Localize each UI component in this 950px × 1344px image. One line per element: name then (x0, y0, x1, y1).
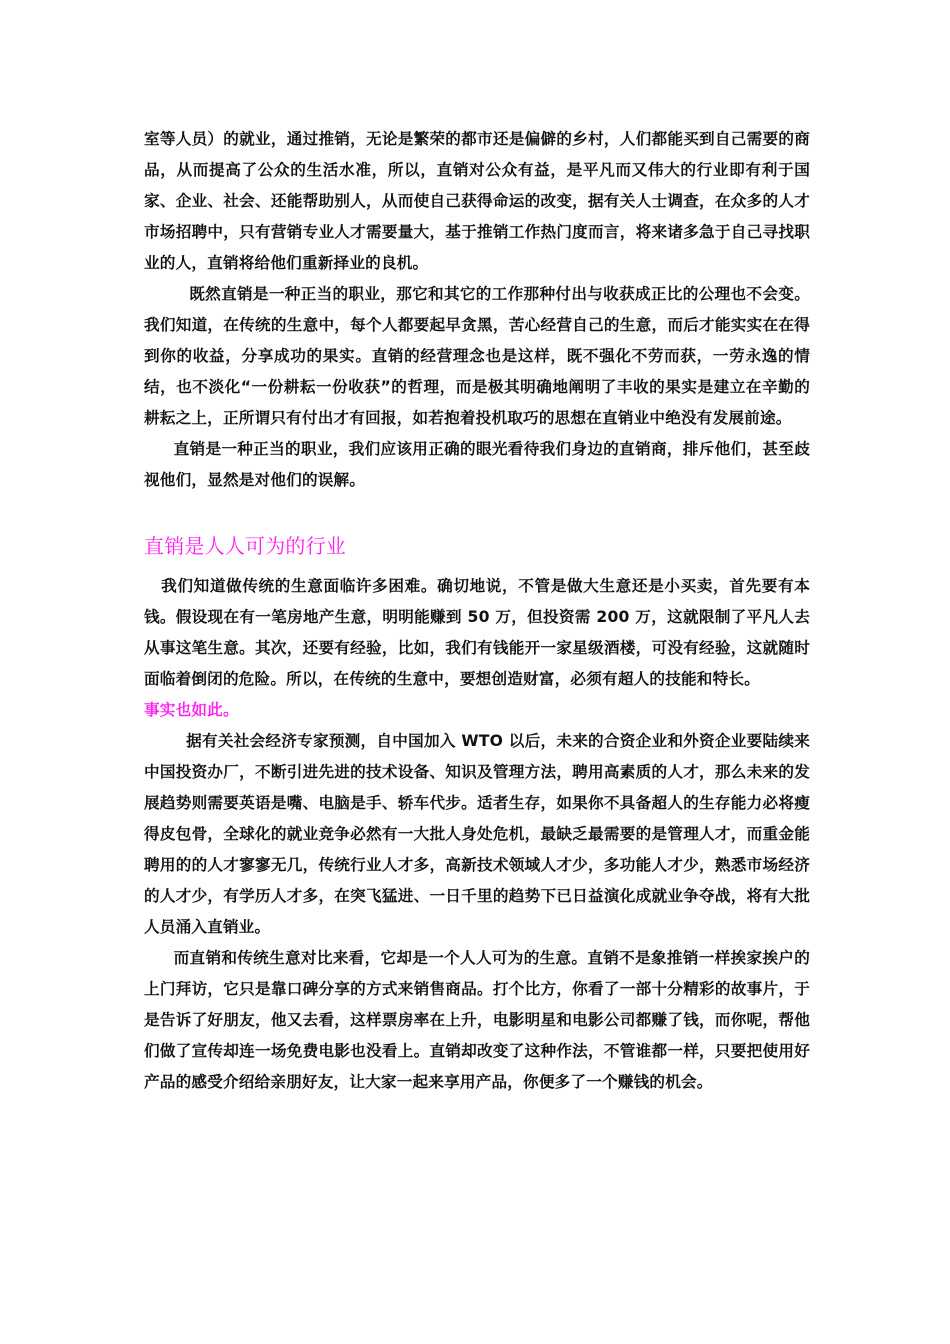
paragraph-wto-forecast: 据有关社会经济专家预测，自中国加入 WTO 以后，未来的合资企业和外资企业要陆续来中国投资办厂，不断引进先进的技术设备、知识及管理方法，聘用高素质的人才，那么未来的发展趋势则需要英语是嘴、电脑是手、轿车代步。适者生存，如果你不具备超人的生存能力必将瘦得皮包骨，全球化的就业竞争必然有一大批人身处危机，最缺乏最需要的是管理人才，而重金能聘用的的人才寥寥无几，传统行业人才多，高新技术领域人才少，多功能人才少，熟悉市场经济的人才少，有学历人才多，在突飞猛进、一日千里的趋势下已日益演化成就业争夺战，将有大批人员涌入直销业。 (144, 732, 810, 936)
highlight-fact-line: 事实也如此。 (144, 701, 239, 719)
paragraph-direct-sales-comparison: 而直销和传统生意对比来看，它却是一个人人可为的生意。直销不是象推销一样挨家挨户的上门拜访，它只是靠口碑分享的方式来销售商品。打个比方，你看了一部十分精彩的故事片，于是告诉了好朋友，他又去看，这样票房率在上升，电影明星和电影公司都赚了钱，而你呢，帮他们做了宣传却连一场免费电影也没看上。直销却改变了这种作法，不管谁都一样，只要把使用好产品的感受介绍给亲朋好友，让大家一起来享用产品，你便多了一个赚钱的机会。 (144, 949, 810, 1091)
document-page (144, 124, 810, 1098)
paragraph-correct-view: 直销是一种正当的职业，我们应该用正确的眼光看待我们身边的直销商，排斥他们，甚至歧视他们，显然是对他们的误解。 (144, 440, 810, 489)
paragraph-legitimate-career: 既然直销是一种正当的职业，那它和其它的工作那种付出与收获成正比的公理也不会变。我们知道，在传统的生意中，每个人都要起早贪黑，苦心经营自己的生意，而后才能实实在在得到你的收益，分享成功的果实。直销的经营理念也是这样，既不强化不劳而获，一劳永逸的情结，也不淡化“一份耕耘一份收获”的哲理，而是极其明确地阐明了丰收的果实是建立在辛勤的耕耘之上，正所谓只有付出才有回报，如若抱着投机取巧的思想在直销业中绝没有发展前途。 (144, 285, 810, 427)
section-title: 直销是人人可为的行业 (144, 534, 346, 558)
paragraph-traditional-difficulties: 我们知道做传统的生意面临许多困难。确切地说，不管是做大生意还是小买卖，首先要有本钱。假设现在有一笔房地产生意，明明能赚到 50 万，但投资需 200 万，这就限制了平凡人去从事这笔生意。其次，还要有经验，比如，我们有钱能开一家星级酒楼，可没有经验，这就随时面临着倒闭的危险。所以，在传统的生意中，要想创造财富，必须有超人的技能和特长。 (144, 577, 810, 688)
paragraph-employment: 室等人员）的就业，通过推销，无论是繁荣的都市还是偏僻的乡村，人们都能买到自己需要的商品，从而提高了公众的生活水准，所以，直销对公众有益，是平凡而又伟大的行业即有利于国家、企业、社会、还能帮助别人，从而使自己获得命运的改变，据有关人士调查，在众多的人才市场招聘中，只有营销专业人才需要量大，基于推销工作热门度而言，将来诸多急于自己寻找职业的人，直销将给他们重新择业的良机。 (144, 130, 810, 272)
